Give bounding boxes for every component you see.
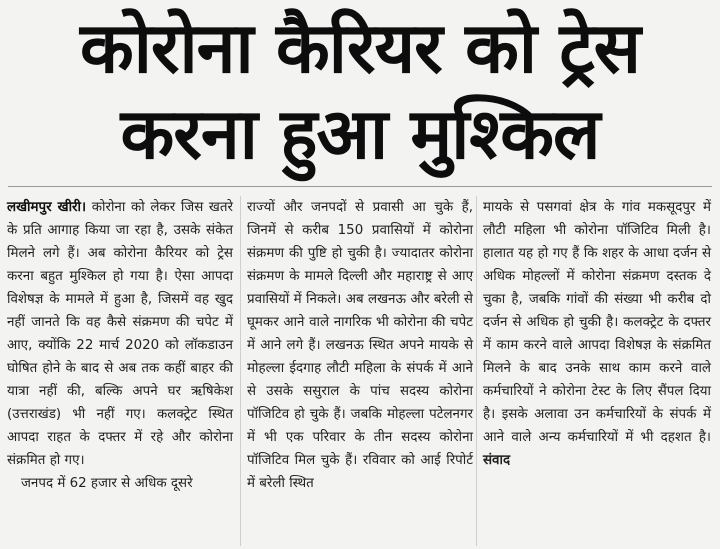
column-1-paragraph-1: [7, 196, 233, 472]
column-divider-2: [476, 196, 477, 546]
column-1-paragraph-2: जनपद में 62 हजार से अधिक दूसरे: [21, 476, 193, 491]
headline-line-1: कोरोना कैरियर को ट्रेस: [80, 7, 640, 89]
article-column-3: [483, 196, 711, 472]
column-divider-1: [240, 196, 241, 546]
headline-divider: [8, 186, 712, 187]
article-column-1: [7, 196, 233, 495]
column-1-text: कोरोना को लेकर जिस खतरे के प्रति आगाह किया जा रहा है, उसके संकेत मिलने लगे हैं। अब कोरोना कैरियर को ट्रेस करना बहुत मुश्किल हो गया है। ऐसा आपदा विशेषज्ञ के मामले में हुआ है, जिसमें वह खुद नहीं जानते कि वह कैसे संक्रमण की चपेट में आए, क्योंकि 22 मार्च 2020 को लॉकडाउन घोषित होने के बाद से अब तक कहीं बाहर की यात्रा नहीं की, बल्कि अपने घर ऋषिकेश (उत्तराखंड) भी नहीं गए। कलक्ट्रेट स्थित आपदा राहत के दफ्तर में रहे और कोरोना संक्रमित हो गए।: [7, 200, 233, 468]
headline-line-2: करना हुआ मुश्किल: [120, 93, 600, 175]
column-3-text: मायके से पसगवां क्षेत्र के गांव मकसूदपुर में लौटी महिला भी कोरोना पॉजिटिव मिली है। हालात यह हो गए हैं कि शहर के आधा दर्जन से अधिक मोहल्लों में कोरोना संक्रमण दस्तक दे चुका है, जबकि गांवों की संख्या भी करीब दो दर्जन से अधिक हो चुकी है। कलक्ट्रेट के दफ्तर में काम करने वाले आपदा विशेषज्ञ के संक्रमित मिलने के बाद उनके साथ काम करने वाले कर्मचारियों ने कोरोना टेस्ट के लिए सैंपल दिया है। इसके अलावा उन कर्मचारियों के संपर्क में आने वाले अन्य कर्मचारियों में भी दहशत है।: [483, 200, 711, 445]
byline-signature: संवाद: [483, 453, 511, 468]
dateline: लखीमपुर खीरी।: [7, 200, 87, 215]
column-3-paragraph: [483, 196, 711, 472]
article-column-2: [247, 196, 473, 495]
column-2-text: राज्यों और जनपदों से प्रवासी आ चुके हैं, जिनमें से करीब 150 प्रवासियों में कोरोना संक्रमण की पुष्टि हो चुकी है। ज्यादातर कोरोना संक्रमण के मामले दिल्ली और महाराष्ट्र से आए प्रवासियों में निकले। अब लखनऊ और बरेली से घूमकर आने वाले नागरिक भी कोरोना की चपेट में आने लगे हैं। लखनऊ स्थित अपने मायके से मोहल्ला ईदगाह लौटी महिला के संपर्क में आने से उसके ससुराल के पांच सदस्य कोरोना पॉजिटिव हो चुके हैं। जबकि मोहल्ला पटेलनगर में भी एक परिवार के तीन सदस्य कोरोना पॉजिटिव मिल चुके हैं। रविवार को आई रिपोर्ट में बरेली स्थित: [247, 200, 473, 491]
